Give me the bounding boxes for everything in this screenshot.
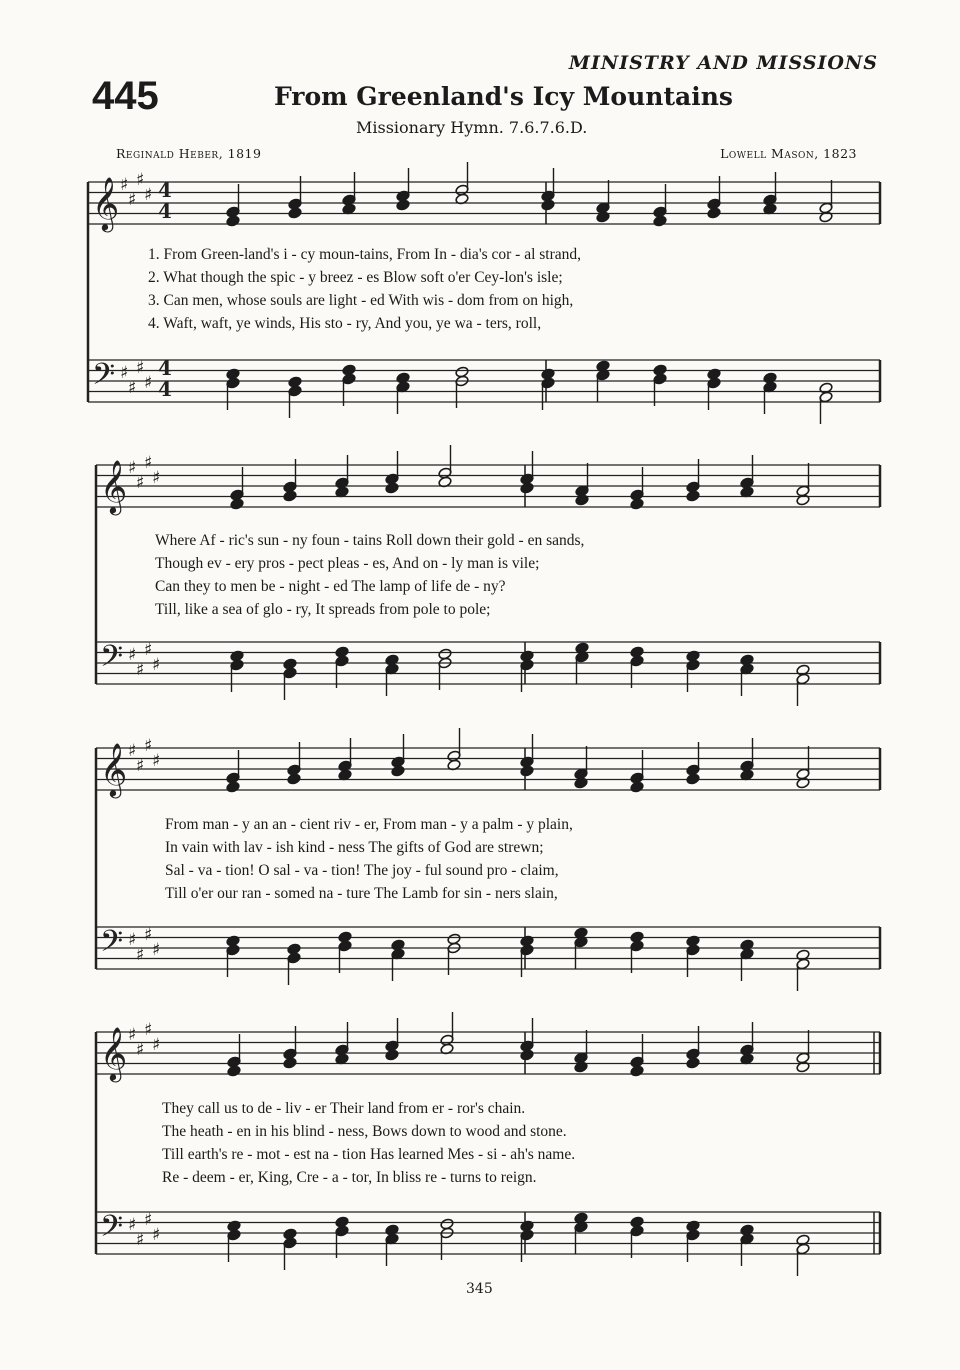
note-head bbox=[226, 781, 240, 793]
lyric-line: 4. Waft, waft, ye winds, His sto - ry, And you, ye wa - ters, roll, bbox=[148, 315, 542, 332]
note-head bbox=[520, 482, 534, 494]
note-head bbox=[396, 199, 410, 211]
sharp-icon: ♯ bbox=[144, 1210, 153, 1230]
note-head bbox=[819, 211, 833, 223]
note-head bbox=[686, 773, 700, 785]
note-head bbox=[574, 777, 588, 789]
note-head bbox=[283, 490, 297, 502]
lyric-line: 3. Can men, whose souls are light - ed With wis - dom from on high, bbox=[148, 292, 574, 309]
lyric-line: The heath - en in his blind - ness, Bows down to wood and stone. bbox=[162, 1123, 567, 1140]
time-signature-digit: 4 bbox=[158, 377, 172, 401]
sharp-icon: ♯ bbox=[136, 945, 145, 965]
sharp-icon: ♯ bbox=[120, 363, 129, 383]
note-head bbox=[287, 773, 301, 785]
sharp-icon: ♯ bbox=[128, 458, 137, 478]
sharp-icon: ♯ bbox=[144, 640, 153, 660]
note-head bbox=[288, 207, 302, 219]
note-head bbox=[227, 1065, 241, 1077]
note-head bbox=[653, 215, 667, 227]
note-head bbox=[385, 1049, 399, 1061]
sharp-icon: ♯ bbox=[136, 1040, 145, 1060]
sharp-icon: ♯ bbox=[136, 660, 145, 680]
lyric-line: 1. From Green-land's i - cy moun-tains, From In - dia's cor - al strand, bbox=[148, 246, 582, 263]
note-head bbox=[385, 482, 399, 494]
treble-clef-icon: 𝄞 bbox=[100, 459, 128, 513]
note-head bbox=[541, 199, 555, 211]
tune-meter-line: Missionary Hymn. 7.6.7.6.D. bbox=[356, 118, 588, 137]
sharp-icon: ♯ bbox=[152, 751, 161, 771]
note-head bbox=[574, 1061, 588, 1073]
lyric-line: Till o'er our ran - somed na - ture The Lamb for sin - ners slain, bbox=[165, 885, 558, 902]
sharp-icon: ♯ bbox=[136, 473, 145, 493]
bass-clef-icon: 𝄢 bbox=[100, 925, 124, 966]
bass-clef-icon: 𝄢 bbox=[100, 1210, 124, 1251]
sharp-icon: ♯ bbox=[152, 1225, 161, 1245]
sharp-icon: ♯ bbox=[152, 655, 161, 675]
sharp-icon: ♯ bbox=[152, 940, 161, 960]
note-head bbox=[630, 1065, 644, 1077]
sharp-icon: ♯ bbox=[128, 190, 137, 210]
lyric-line: Till earth's re - mot - est na - tion Has learned Mes - si - ah's name. bbox=[162, 1146, 576, 1163]
note-head bbox=[796, 777, 810, 789]
note-head bbox=[686, 1057, 700, 1069]
lyric-line: They call us to de - liv - er Their land from er - ror's chain. bbox=[162, 1100, 526, 1117]
treble-clef-icon: 𝄞 bbox=[100, 1026, 128, 1080]
sharp-icon: ♯ bbox=[144, 1020, 153, 1040]
lyric-line: 2. What though the spic - y breez - es Blow soft o'er Cey-lon's isle; bbox=[148, 269, 563, 286]
note-head bbox=[630, 498, 644, 510]
section-title: MINISTRY AND MISSIONS bbox=[568, 52, 878, 74]
sharp-icon: ♯ bbox=[128, 1025, 137, 1045]
note-head bbox=[596, 211, 610, 223]
sharp-icon: ♯ bbox=[144, 736, 153, 756]
note-head bbox=[630, 781, 644, 793]
lyric-line: In vain with lav - ish kind - ness The gifts of God are strewn; bbox=[165, 839, 544, 856]
lyric-line: Can they to men be - night - ed The lamp of life de - ny? bbox=[155, 578, 506, 595]
sharp-icon: ♯ bbox=[128, 930, 137, 950]
composer-credit: Lowell Mason, 1823 bbox=[720, 146, 857, 161]
hymn-title: From Greenland's Icy Mountains bbox=[274, 82, 733, 111]
sharp-icon: ♯ bbox=[128, 645, 137, 665]
note-head bbox=[226, 215, 240, 227]
note-head bbox=[520, 1049, 534, 1061]
sharp-icon: ♯ bbox=[144, 925, 153, 945]
lyric-line: From man - y an an - cient riv - er, From man - y a palm - y plain, bbox=[165, 816, 573, 833]
note-head bbox=[520, 765, 534, 777]
lyric-line: Re - deem - er, King, Cre - a - tor, In bliss re - turns to reign. bbox=[162, 1169, 537, 1186]
page-number: 345 bbox=[466, 1281, 493, 1297]
lyric-line: Till, like a sea of glo - ry, It spreads from pole to pole; bbox=[155, 601, 491, 618]
hymn-number: 445 bbox=[92, 74, 159, 118]
sharp-icon: ♯ bbox=[136, 358, 145, 378]
sharp-icon: ♯ bbox=[144, 373, 153, 393]
note-head bbox=[230, 498, 244, 510]
lyric-line: Where Af - ric's sun - ny foun - tains Roll down their gold - en sands, bbox=[155, 532, 585, 549]
treble-clef-icon: 𝄞 bbox=[92, 176, 120, 230]
treble-clef-icon: 𝄞 bbox=[100, 742, 128, 796]
sharp-icon: ♯ bbox=[120, 175, 129, 195]
bass-clef-icon: 𝄢 bbox=[92, 358, 116, 399]
sharp-icon: ♯ bbox=[136, 756, 145, 776]
lyric-line: Sal - va - tion! O sal - va - tion! The joy - ful sound pro - claim, bbox=[165, 862, 559, 879]
note-head bbox=[686, 490, 700, 502]
author-credit: Reginald Heber, 1819 bbox=[116, 146, 262, 161]
sharp-icon: ♯ bbox=[128, 378, 137, 398]
sharp-icon: ♯ bbox=[128, 741, 137, 761]
lyric-line: Though ev - ery pros - pect pleas - es, And on - ly man is vile; bbox=[155, 555, 540, 572]
note-head bbox=[707, 207, 721, 219]
note-head bbox=[391, 765, 405, 777]
sharp-icon: ♯ bbox=[128, 1215, 137, 1235]
time-signature-digit: 4 bbox=[158, 199, 172, 223]
time-signature-digit: 4 bbox=[158, 178, 172, 202]
sharp-icon: ♯ bbox=[144, 453, 153, 473]
note-head bbox=[575, 494, 589, 506]
sharp-icon: ♯ bbox=[144, 185, 153, 205]
sharp-icon: ♯ bbox=[152, 1035, 161, 1055]
sharp-icon: ♯ bbox=[136, 1230, 145, 1250]
sharp-icon: ♯ bbox=[152, 468, 161, 488]
bass-clef-icon: 𝄢 bbox=[100, 640, 124, 681]
time-signature-digit: 4 bbox=[158, 356, 172, 380]
note-head bbox=[796, 1061, 810, 1073]
sharp-icon: ♯ bbox=[136, 170, 145, 190]
note-head bbox=[283, 1057, 297, 1069]
note-head bbox=[796, 494, 810, 506]
